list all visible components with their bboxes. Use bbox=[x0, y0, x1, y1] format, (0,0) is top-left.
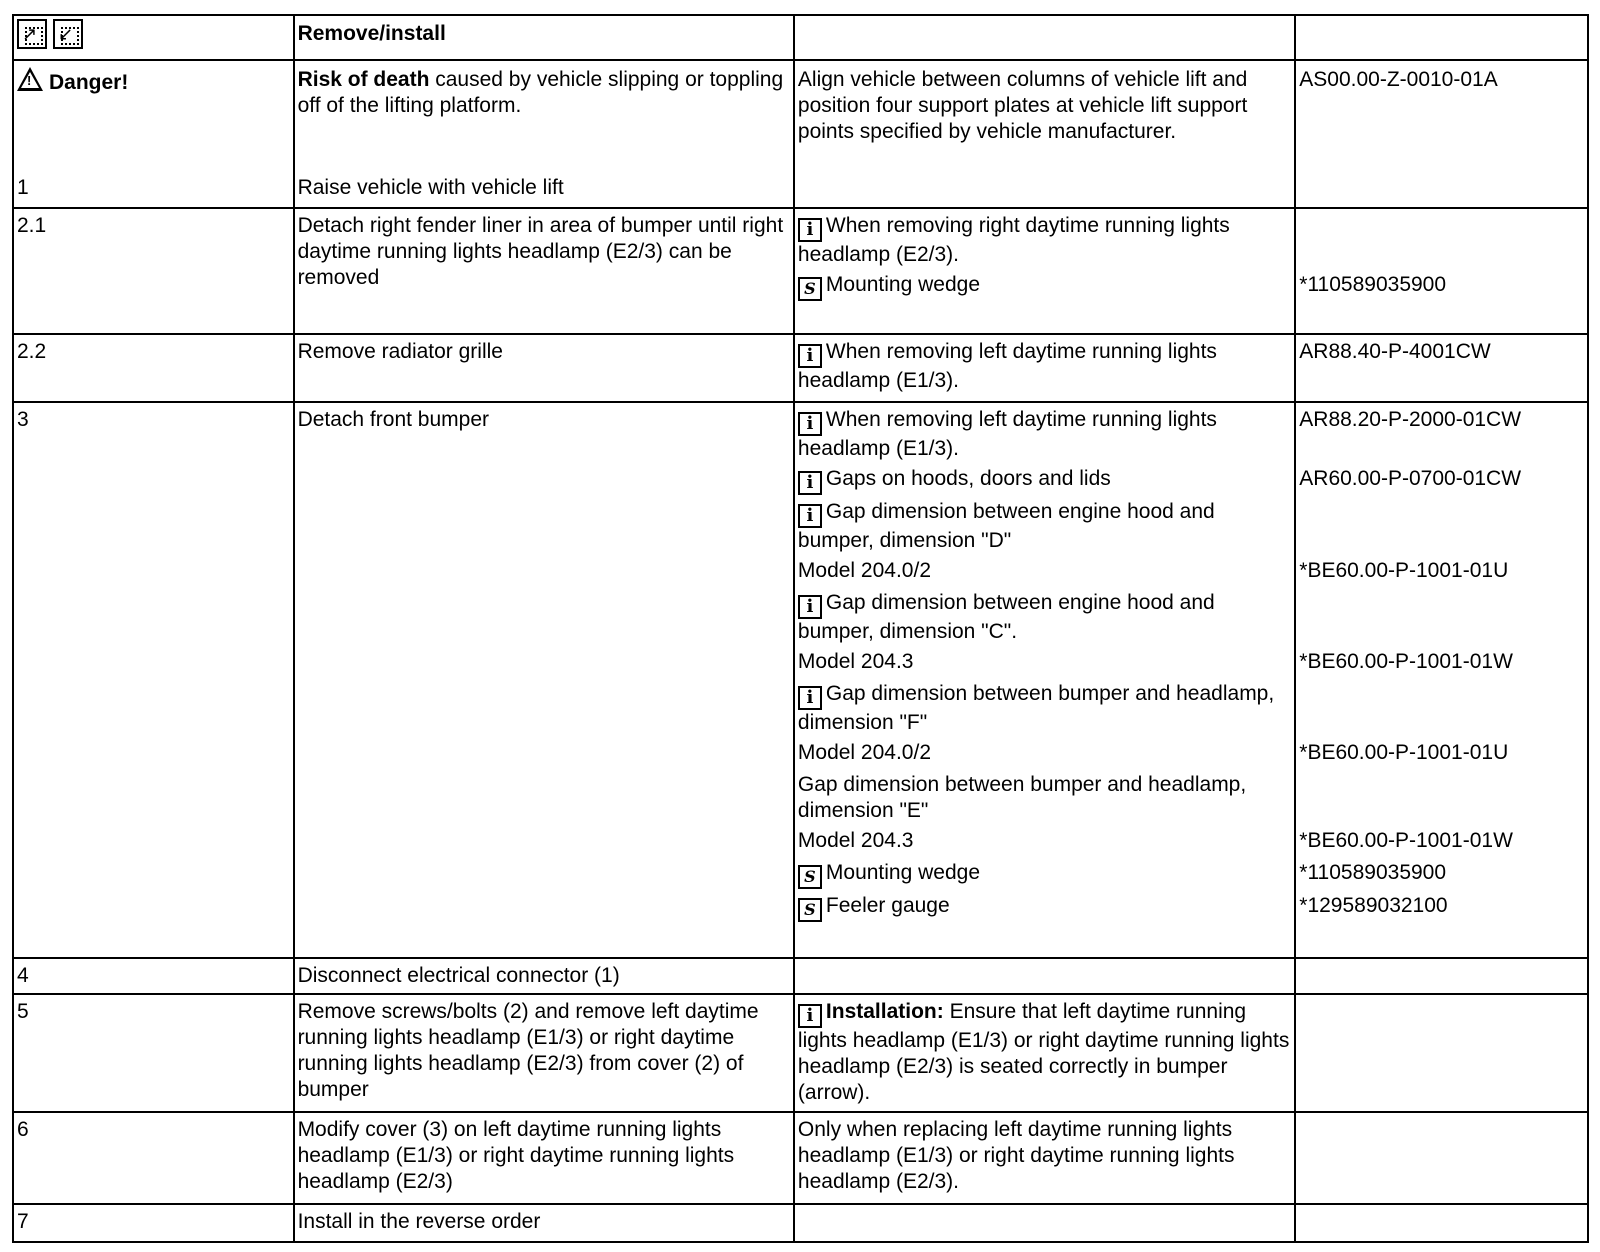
danger-ref[interactable]: AS00.00-Z-0010-01A bbox=[1295, 60, 1588, 208]
note-text: Model 204.3 bbox=[797, 650, 914, 673]
note-text: Gap dimension between engine hood and bumper, dimension "D" bbox=[797, 500, 1215, 552]
info-icon: i bbox=[798, 344, 822, 368]
info-icon: i bbox=[798, 218, 822, 242]
note-text: Model 204.0/2 bbox=[797, 559, 932, 582]
step-number: 2.1 bbox=[13, 208, 294, 334]
note-text: Mounting wedge bbox=[825, 273, 981, 296]
note-entry bbox=[798, 556, 1291, 588]
refs-cell bbox=[1295, 334, 1588, 402]
risk-bold: Risk of death bbox=[297, 68, 430, 91]
notes-cell bbox=[794, 1112, 1295, 1204]
reference-link bbox=[1299, 588, 1584, 647]
notes-cell bbox=[794, 958, 1295, 994]
note-entry bbox=[798, 337, 1291, 396]
note-entry bbox=[798, 891, 1291, 924]
step-number: 4 bbox=[13, 958, 294, 994]
danger-action-cell bbox=[294, 60, 794, 208]
refs-cell bbox=[1295, 402, 1588, 958]
note-entry bbox=[798, 1115, 1291, 1197]
collapse-icon[interactable] bbox=[53, 19, 83, 49]
note-text: When removing left daytime running lights headlamp (E1/3). bbox=[797, 340, 1217, 392]
reference-link[interactable]: *BE60.00-P-1001-01U bbox=[1299, 741, 1509, 764]
header-empty-cell bbox=[794, 15, 1295, 60]
reference-link[interactable]: AR60.00-P-0700-01CW bbox=[1299, 467, 1522, 490]
reference-link bbox=[1299, 679, 1584, 738]
note-entry bbox=[798, 405, 1291, 464]
notes-cell bbox=[794, 208, 1295, 334]
tool-icon: S bbox=[798, 898, 822, 922]
warning-triangle-icon bbox=[17, 67, 43, 91]
note-entry bbox=[798, 738, 1291, 770]
refs-cell bbox=[1295, 958, 1588, 994]
step-action: Modify cover (3) on left daytime running lights headlamp (E1/3) or right daytime running lights headlamp (E2/3) bbox=[294, 1112, 794, 1204]
reference-link[interactable]: *BE60.00-P-1001-01W bbox=[1299, 650, 1513, 673]
note-text: Mounting wedge bbox=[825, 861, 981, 884]
step-action: Raise vehicle with vehicle lift bbox=[297, 176, 564, 199]
reference-link bbox=[1299, 1115, 1584, 1197]
notes-cell bbox=[794, 334, 1295, 402]
danger-label: Danger! bbox=[49, 71, 129, 94]
step-action: Detach front bumper bbox=[294, 402, 794, 958]
table-row bbox=[13, 958, 1588, 994]
info-icon: i bbox=[798, 1004, 822, 1028]
info-icon: i bbox=[798, 471, 822, 495]
note-text: When removing right daytime running lights headlamp (E2/3). bbox=[797, 214, 1230, 266]
note-text: Ensure that left daytime running lights headlamp (E1/3) or right daytime running lights headlamp (E2/3) is seated correctly in bumper (arrow). bbox=[797, 1000, 1290, 1104]
danger-step-cell bbox=[13, 60, 294, 208]
step-number: 7 bbox=[13, 1204, 294, 1242]
info-icon: i bbox=[798, 686, 822, 710]
note-text: Gap dimension between engine hood and bumper, dimension "C". bbox=[797, 591, 1215, 643]
tool-icon: S bbox=[798, 865, 822, 889]
refs-cell bbox=[1295, 1204, 1588, 1242]
step-action: Disconnect electrical connector (1) bbox=[294, 958, 794, 994]
danger-row bbox=[13, 60, 1588, 208]
note-bold: Installation: bbox=[825, 1000, 944, 1023]
note-entry bbox=[798, 464, 1291, 497]
refs-cell bbox=[1295, 1112, 1588, 1204]
note-entry bbox=[798, 826, 1291, 858]
note-entry bbox=[798, 997, 1291, 1108]
procedure-table bbox=[12, 14, 1589, 1243]
note-text: Feeler gauge bbox=[825, 894, 950, 917]
refs-cell bbox=[1295, 208, 1588, 334]
reference-link[interactable]: *BE60.00-P-1001-01U bbox=[1299, 559, 1509, 582]
danger-risk bbox=[298, 67, 790, 175]
step-action: Remove screws/bolts (2) and remove left daytime running lights headlamp (E1/3) or right daytime running lights headlamp (E2/3) from cover (2) of bumper bbox=[294, 994, 794, 1112]
note-text: Model 204.3 bbox=[797, 829, 914, 852]
info-icon: i bbox=[798, 504, 822, 528]
header-row bbox=[13, 15, 1588, 60]
notes-cell bbox=[794, 402, 1295, 958]
step-number: 3 bbox=[13, 402, 294, 958]
reference-link bbox=[1299, 997, 1584, 1108]
refs-cell bbox=[1295, 994, 1588, 1112]
step-action: Remove radiator grille bbox=[294, 334, 794, 402]
step-action: Detach right fender liner in area of bumper until right daytime running lights headlamp (E2/3) can be removed bbox=[294, 208, 794, 334]
reference-link[interactable]: *110589035900 bbox=[1299, 861, 1447, 884]
tool-icon: S bbox=[798, 277, 822, 301]
table-row bbox=[13, 1204, 1588, 1242]
note-entry bbox=[798, 211, 1291, 270]
reference-link bbox=[1299, 211, 1584, 270]
note-entry bbox=[798, 647, 1291, 679]
note-text: Model 204.0/2 bbox=[797, 741, 932, 764]
note-entry bbox=[798, 270, 1291, 303]
info-icon: i bbox=[798, 595, 822, 619]
notes-cell bbox=[794, 1204, 1295, 1242]
step-action: Install in the reverse order bbox=[294, 1204, 794, 1242]
step-number: 6 bbox=[13, 1112, 294, 1204]
info-icon: i bbox=[798, 412, 822, 436]
reference-link[interactable]: AR88.40-P-4001CW bbox=[1299, 340, 1491, 363]
table-row bbox=[13, 994, 1588, 1112]
step-number: 1 bbox=[17, 176, 29, 199]
note-text: Gaps on hoods, doors and lids bbox=[825, 467, 1111, 490]
danger-label-wrap bbox=[17, 67, 290, 175]
risk-text: caused by vehicle slipping or toppling off of the lifting platform. bbox=[297, 68, 784, 117]
expand-icon[interactable] bbox=[17, 19, 47, 49]
reference-link[interactable]: *110589035900 bbox=[1299, 273, 1447, 296]
table-row bbox=[13, 1112, 1588, 1204]
reference-link bbox=[1299, 497, 1584, 556]
note-text: When removing left daytime running lights headlamp (E1/3). bbox=[797, 408, 1217, 460]
table-row bbox=[13, 334, 1588, 402]
reference-link[interactable]: *129589032100 bbox=[1299, 894, 1448, 917]
reference-link[interactable]: AR88.20-P-2000-01CW bbox=[1299, 408, 1522, 431]
note-entry bbox=[798, 679, 1291, 738]
header-icons-cell bbox=[13, 15, 294, 60]
step-number: 2.2 bbox=[13, 334, 294, 402]
note-text: Gap dimension between bumper and headlamp, dimension "E" bbox=[797, 773, 1247, 822]
header-title: Remove/install bbox=[294, 15, 794, 60]
note-entry bbox=[798, 770, 1291, 826]
step-number: 5 bbox=[13, 994, 294, 1112]
note-text: Only when replacing left daytime running lights headlamp (E1/3) or right daytime running lights headlamp (E2/3). bbox=[797, 1118, 1235, 1193]
header-empty-cell bbox=[1295, 15, 1588, 60]
note-entry bbox=[798, 858, 1291, 891]
note-entry bbox=[798, 588, 1291, 647]
reference-link bbox=[1299, 770, 1584, 826]
danger-note: Align vehicle between columns of vehicle lift and position four support plates at vehicle lift support points specified by vehicle manufacturer. bbox=[794, 60, 1295, 208]
table-row bbox=[13, 208, 1588, 334]
reference-link[interactable]: *BE60.00-P-1001-01W bbox=[1299, 829, 1513, 852]
notes-cell bbox=[794, 994, 1295, 1112]
note-entry bbox=[798, 497, 1291, 556]
note-text: Gap dimension between bumper and headlamp, dimension "F" bbox=[797, 682, 1275, 734]
table-row bbox=[13, 402, 1588, 958]
